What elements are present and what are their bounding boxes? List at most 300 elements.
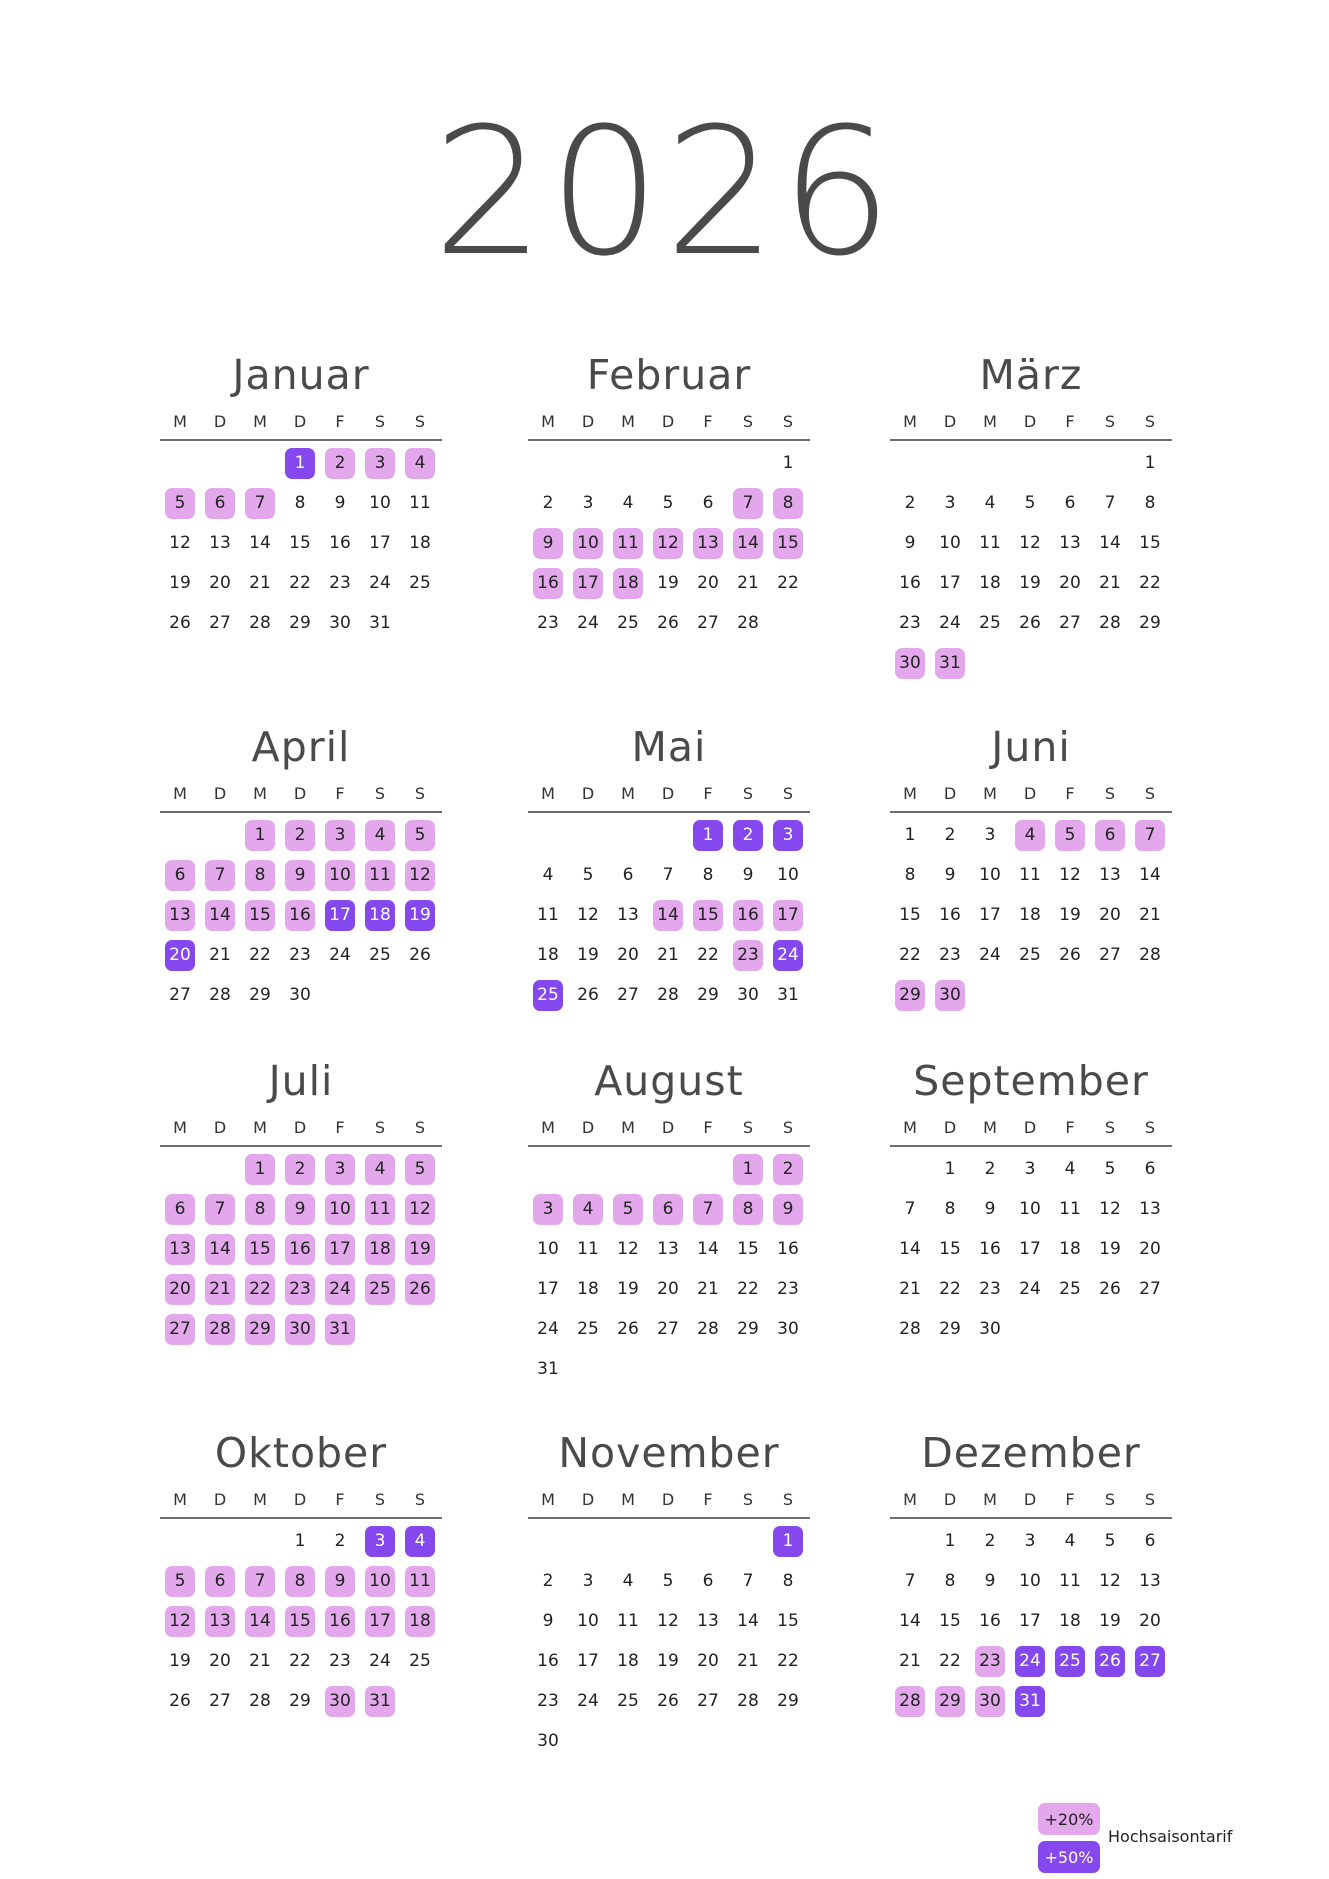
day-cell: [1050, 563, 1090, 603]
day-cell: [648, 1229, 688, 1269]
day-cell: [890, 815, 930, 855]
weekday-label: M: [903, 412, 917, 431]
day-number: 28: [249, 613, 271, 633]
day-cell: [1010, 563, 1050, 603]
day-cell: [608, 603, 648, 643]
day-number: 9: [542, 1611, 554, 1631]
day-number: 30: [325, 1686, 355, 1717]
day-number: 22: [697, 945, 719, 965]
day-number: 1: [782, 453, 794, 473]
day-number: 22: [245, 1274, 275, 1305]
month-märz: [890, 350, 1172, 683]
day-number: 2: [285, 1154, 315, 1185]
legend-caption: Hochsaisontarif: [1108, 1827, 1233, 1846]
day-cell: [1090, 483, 1130, 523]
day-number: 7: [1104, 493, 1116, 513]
day-number: 22: [899, 945, 921, 965]
day-number: 28: [209, 985, 231, 1005]
day-number: 4: [573, 1194, 603, 1225]
day-number: 6: [1144, 1531, 1156, 1551]
day-cell: [768, 523, 808, 563]
day-cell: [1090, 1149, 1130, 1189]
day-number: 25: [409, 1651, 431, 1671]
day-cell: [768, 443, 808, 483]
empty-cell: [608, 1521, 648, 1561]
day-cell: [568, 1269, 608, 1309]
day-cell: [688, 1189, 728, 1229]
day-number: 25: [617, 1691, 639, 1711]
day-number: 8: [782, 1571, 794, 1591]
day-cell: [768, 1681, 808, 1721]
day-number: 26: [169, 613, 191, 633]
empty-cell: [240, 443, 280, 483]
day-number: 31: [1015, 1686, 1045, 1717]
weekday-label: S: [782, 1118, 794, 1137]
empty-cell: [648, 443, 688, 483]
day-cell: [240, 1149, 280, 1189]
day-cell: [1010, 1601, 1050, 1641]
day-cell: [1130, 1521, 1170, 1561]
day-number: 10: [777, 865, 799, 885]
weekday-label: M: [903, 1490, 917, 1509]
day-cell: [890, 483, 930, 523]
day-number: 16: [329, 533, 351, 553]
day-number: 17: [773, 900, 803, 931]
day-cell: [1050, 815, 1090, 855]
day-number: 11: [405, 1566, 435, 1597]
day-cell: [528, 1229, 568, 1269]
day-number: 5: [662, 493, 674, 513]
day-cell: [568, 563, 608, 603]
weekday-label: M: [173, 1118, 187, 1137]
weekday-header: [160, 1490, 442, 1519]
day-cell: [1090, 1561, 1130, 1601]
day-number: 28: [737, 613, 759, 633]
day-cell: [970, 855, 1010, 895]
day-cell: [320, 603, 360, 643]
day-number: 19: [169, 1651, 191, 1671]
day-cell: [280, 855, 320, 895]
weekday-label: D: [661, 1490, 675, 1509]
weekday-header: [528, 1490, 810, 1519]
day-cell: [200, 1309, 240, 1349]
weekday-label: D: [661, 1118, 675, 1137]
day-cell: [930, 563, 970, 603]
day-number: 27: [657, 1319, 679, 1339]
day-number: 26: [1095, 1646, 1125, 1677]
day-cell: [200, 1561, 240, 1601]
day-number: 13: [209, 533, 231, 553]
day-cell: [200, 935, 240, 975]
day-number: 11: [617, 1611, 639, 1631]
day-cell: [768, 815, 808, 855]
day-cell: [400, 1189, 440, 1229]
empty-cell: [528, 1521, 568, 1561]
day-cell: [1050, 1269, 1090, 1309]
day-cell: [930, 1149, 970, 1189]
day-number: 5: [405, 820, 435, 851]
day-number: 30: [285, 1314, 315, 1345]
day-number: 4: [1064, 1531, 1076, 1551]
day-cell: [1050, 1229, 1090, 1269]
day-number: 17: [1019, 1611, 1041, 1631]
day-cell: [1130, 815, 1170, 855]
day-cell: [528, 483, 568, 523]
weekday-label: S: [1144, 1490, 1156, 1509]
day-number: 24: [1015, 1646, 1045, 1677]
day-cell: [528, 1561, 568, 1601]
day-number: 18: [405, 1606, 435, 1637]
day-number: 19: [405, 1234, 435, 1265]
empty-cell: [608, 443, 648, 483]
day-cell: [1010, 935, 1050, 975]
day-cell: [608, 1309, 648, 1349]
day-number: 1: [693, 820, 723, 851]
day-number: 19: [1099, 1239, 1121, 1259]
weekday-label: D: [943, 1118, 957, 1137]
day-cell: [1130, 1229, 1170, 1269]
day-number: 24: [773, 940, 803, 971]
day-cell: [1010, 1269, 1050, 1309]
day-cell: [970, 1561, 1010, 1601]
day-cell: [608, 523, 648, 563]
day-cell: [608, 483, 648, 523]
day-number: 9: [773, 1194, 803, 1225]
day-number: 28: [895, 1686, 925, 1717]
day-cell: [240, 1641, 280, 1681]
weekday-label: S: [1144, 1118, 1156, 1137]
day-number: 20: [165, 1274, 195, 1305]
day-number: 23: [285, 1274, 315, 1305]
day-number: 10: [939, 533, 961, 553]
day-number: 27: [209, 613, 231, 633]
day-number: 16: [533, 568, 563, 599]
weekday-label: M: [983, 1490, 997, 1509]
day-number: 9: [285, 1194, 315, 1225]
weekday-label: S: [414, 1490, 426, 1509]
day-number: 20: [1139, 1611, 1161, 1631]
day-number: 6: [1144, 1159, 1156, 1179]
day-number: 8: [285, 1566, 315, 1597]
day-cell: [970, 1149, 1010, 1189]
day-number: 11: [1019, 865, 1041, 885]
weekday-label: F: [703, 1490, 713, 1509]
day-cell: [1130, 935, 1170, 975]
day-cell: [970, 1269, 1010, 1309]
day-cell: [970, 935, 1010, 975]
day-cell: [1010, 1149, 1050, 1189]
day-cell: [568, 483, 608, 523]
weekday-label: F: [335, 1490, 345, 1509]
day-number: 13: [697, 1611, 719, 1631]
day-cell: [1010, 855, 1050, 895]
day-number: 7: [245, 488, 275, 519]
day-cell: [320, 443, 360, 483]
day-cell: [890, 855, 930, 895]
day-cell: [1090, 1641, 1130, 1681]
weekday-label: D: [661, 412, 675, 431]
day-cell: [890, 1681, 930, 1721]
empty-cell: [890, 443, 930, 483]
legend: [1038, 1803, 1298, 1879]
day-number: 21: [657, 945, 679, 965]
day-cell: [890, 1229, 930, 1269]
month-title: Januar: [232, 351, 370, 399]
day-number: 30: [777, 1319, 799, 1339]
day-cell: [768, 483, 808, 523]
day-number: 17: [979, 905, 1001, 925]
day-cell: [1010, 1521, 1050, 1561]
day-cell: [648, 563, 688, 603]
weekday-label: S: [1144, 784, 1156, 803]
weekday-label: S: [1104, 412, 1116, 431]
empty-cell: [568, 1149, 608, 1189]
day-cell: [1130, 603, 1170, 643]
empty-cell: [1010, 443, 1050, 483]
day-cell: [728, 603, 768, 643]
day-number: 15: [939, 1239, 961, 1259]
day-number: 6: [702, 1571, 714, 1591]
day-number: 28: [1099, 613, 1121, 633]
day-cell: [280, 1601, 320, 1641]
day-number: 29: [935, 1686, 965, 1717]
day-cell: [400, 1641, 440, 1681]
day-grid: [160, 815, 442, 1015]
month-februar: [528, 350, 810, 643]
day-cell: [930, 895, 970, 935]
day-number: 15: [289, 533, 311, 553]
day-number: 23: [537, 613, 559, 633]
day-cell: [728, 1681, 768, 1721]
day-number: 5: [1024, 493, 1036, 513]
weekday-label: M: [541, 1118, 555, 1137]
day-number: 21: [737, 573, 759, 593]
weekday-label: M: [541, 1490, 555, 1509]
day-number: 26: [657, 1691, 679, 1711]
day-number: 13: [165, 1234, 195, 1265]
day-number: 28: [249, 1691, 271, 1711]
day-number: 29: [777, 1691, 799, 1711]
day-cell: [970, 483, 1010, 523]
day-number: 26: [617, 1319, 639, 1339]
day-grid: [890, 443, 1172, 683]
day-number: 1: [904, 825, 916, 845]
day-cell: [970, 1521, 1010, 1561]
day-number: 17: [325, 1234, 355, 1265]
day-number: 8: [944, 1199, 956, 1219]
day-cell: [528, 975, 568, 1015]
day-cell: [528, 1349, 568, 1389]
day-cell: [1130, 1601, 1170, 1641]
day-number: 13: [205, 1606, 235, 1637]
day-cell: [1010, 895, 1050, 935]
day-cell: [648, 895, 688, 935]
day-cell: [728, 1149, 768, 1189]
day-cell: [608, 563, 648, 603]
day-cell: [568, 1601, 608, 1641]
day-cell: [1130, 483, 1170, 523]
day-cell: [160, 1561, 200, 1601]
day-number: 30: [935, 980, 965, 1011]
day-number: 14: [205, 1234, 235, 1265]
day-number: 20: [165, 940, 195, 971]
day-number: 14: [205, 900, 235, 931]
day-number: 27: [1059, 613, 1081, 633]
month-juni: [890, 722, 1172, 1015]
day-number: 16: [899, 573, 921, 593]
day-number: 31: [369, 613, 391, 633]
day-cell: [320, 1561, 360, 1601]
day-cell: [970, 523, 1010, 563]
day-number: 8: [245, 860, 275, 891]
day-number: 13: [1099, 865, 1121, 885]
day-cell: [1130, 1269, 1170, 1309]
day-cell: [1010, 483, 1050, 523]
day-number: 25: [577, 1319, 599, 1339]
day-cell: [280, 815, 320, 855]
day-cell: [320, 815, 360, 855]
day-cell: [768, 1521, 808, 1561]
empty-cell: [688, 1149, 728, 1189]
day-number: 27: [1099, 945, 1121, 965]
day-number: 6: [1064, 493, 1076, 513]
day-cell: [648, 603, 688, 643]
day-cell: [200, 1229, 240, 1269]
day-cell: [568, 603, 608, 643]
weekday-label: S: [782, 784, 794, 803]
weekday-label: S: [1104, 784, 1116, 803]
month-title: Mai: [631, 723, 707, 771]
day-number: 25: [979, 613, 1001, 633]
weekday-label: D: [213, 412, 227, 431]
day-number: 4: [405, 448, 435, 479]
day-cell: [728, 935, 768, 975]
day-cell: [608, 1229, 648, 1269]
day-number: 8: [904, 865, 916, 885]
empty-cell: [688, 1521, 728, 1561]
day-cell: [568, 1561, 608, 1601]
day-cell: [280, 483, 320, 523]
day-number: 25: [617, 613, 639, 633]
empty-cell: [568, 815, 608, 855]
weekday-label: M: [621, 412, 635, 431]
day-cell: [930, 603, 970, 643]
day-number: 25: [1019, 945, 1041, 965]
day-number: 21: [249, 1651, 271, 1671]
day-cell: [360, 935, 400, 975]
day-number: 12: [1059, 865, 1081, 885]
day-number: 1: [733, 1154, 763, 1185]
day-cell: [688, 1309, 728, 1349]
day-cell: [280, 1149, 320, 1189]
day-cell: [930, 855, 970, 895]
day-number: 22: [777, 1651, 799, 1671]
day-number: 25: [1055, 1646, 1085, 1677]
day-cell: [1090, 1269, 1130, 1309]
day-cell: [648, 855, 688, 895]
day-cell: [360, 815, 400, 855]
day-cell: [1010, 1561, 1050, 1601]
day-cell: [728, 523, 768, 563]
weekday-label: D: [293, 784, 307, 803]
month-title: Dezember: [921, 1429, 1141, 1477]
day-number: 16: [733, 900, 763, 931]
day-cell: [568, 935, 608, 975]
day-number: 1: [285, 448, 315, 479]
day-cell: [890, 1601, 930, 1641]
day-number: 18: [537, 945, 559, 965]
day-number: 26: [577, 985, 599, 1005]
month-title: August: [594, 1057, 744, 1105]
day-number: 7: [904, 1199, 916, 1219]
day-number: 25: [369, 945, 391, 965]
day-cell: [608, 975, 648, 1015]
day-number: 18: [1059, 1611, 1081, 1631]
day-cell: [1090, 855, 1130, 895]
day-cell: [240, 895, 280, 935]
day-number: 9: [285, 860, 315, 891]
day-number: 21: [737, 1651, 759, 1671]
day-cell: [970, 1229, 1010, 1269]
day-cell: [320, 563, 360, 603]
day-number: 23: [329, 573, 351, 593]
day-cell: [528, 1601, 568, 1641]
day-number: 5: [165, 488, 195, 519]
day-number: 14: [249, 533, 271, 553]
day-cell: [528, 935, 568, 975]
weekday-header: [890, 1118, 1172, 1147]
day-cell: [1010, 1189, 1050, 1229]
weekday-label: S: [1104, 1490, 1116, 1509]
weekday-label: M: [173, 412, 187, 431]
day-cell: [768, 935, 808, 975]
empty-cell: [568, 443, 608, 483]
day-number: 30: [975, 1686, 1005, 1717]
day-cell: [1130, 855, 1170, 895]
empty-cell: [1090, 443, 1130, 483]
day-cell: [200, 483, 240, 523]
weekday-label: M: [903, 1118, 917, 1137]
day-number: 16: [325, 1606, 355, 1637]
day-cell: [160, 523, 200, 563]
day-cell: [890, 975, 930, 1015]
day-number: 4: [542, 865, 554, 885]
day-number: 7: [662, 865, 674, 885]
weekday-label: M: [253, 412, 267, 431]
empty-cell: [200, 443, 240, 483]
day-number: 2: [984, 1159, 996, 1179]
day-cell: [930, 1601, 970, 1641]
weekday-label: S: [782, 412, 794, 431]
day-cell: [608, 1601, 648, 1641]
day-number: 24: [577, 613, 599, 633]
day-cell: [648, 1269, 688, 1309]
day-number: 17: [577, 1651, 599, 1671]
day-number: 9: [904, 533, 916, 553]
empty-cell: [688, 443, 728, 483]
day-cell: [1010, 815, 1050, 855]
day-cell: [688, 855, 728, 895]
day-number: 10: [979, 865, 1001, 885]
weekday-label: F: [1065, 1490, 1075, 1509]
day-number: 4: [405, 1526, 435, 1557]
weekday-label: F: [703, 1118, 713, 1137]
day-number: 9: [984, 1199, 996, 1219]
weekday-label: D: [293, 412, 307, 431]
day-number: 20: [1059, 573, 1081, 593]
day-cell: [528, 1189, 568, 1229]
day-number: 28: [1139, 945, 1161, 965]
